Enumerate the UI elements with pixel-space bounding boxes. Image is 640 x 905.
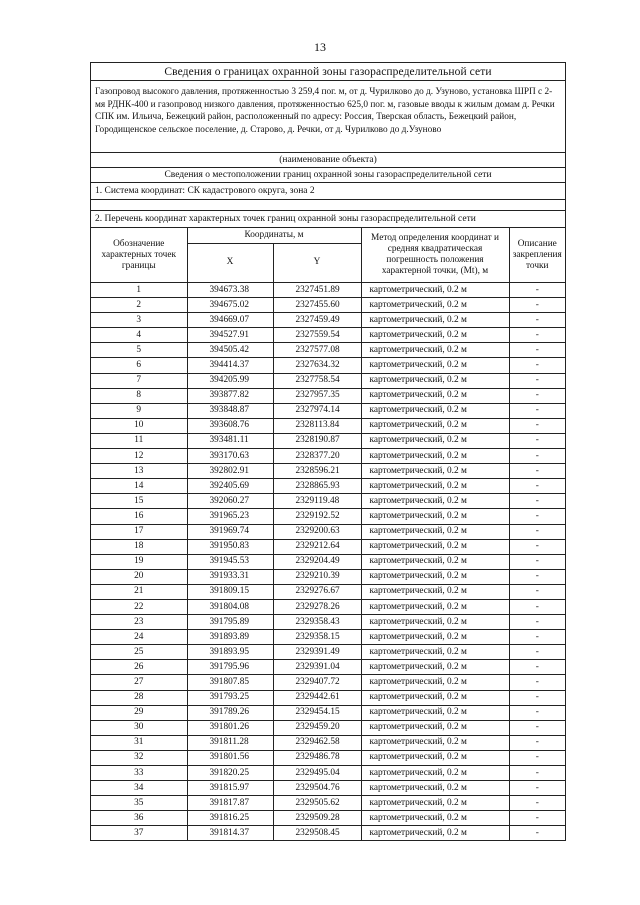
- method-cell: картометрический, 0.2 м: [361, 781, 509, 796]
- y-coordinate-cell: 2328377.20: [273, 449, 361, 464]
- header-method: Метод определения координат и средняя квадратическая погрешность положения характерной точки, (Mt), м: [361, 228, 509, 283]
- table-row: [91, 343, 565, 358]
- table-row: [91, 494, 565, 509]
- table-row: [91, 403, 565, 418]
- y-coordinate-cell: 2327451.89: [273, 283, 361, 298]
- table-row: [91, 720, 565, 735]
- fixing-cell: -: [509, 539, 565, 554]
- method-cell: картометрический, 0.2 м: [361, 433, 509, 448]
- y-coordinate-cell: 2329200.63: [273, 524, 361, 539]
- method-cell: картометрический, 0.2 м: [361, 343, 509, 358]
- table-row: [91, 283, 565, 298]
- x-coordinate-cell: 391965.23: [187, 509, 273, 524]
- point-number-cell: 13: [91, 464, 187, 479]
- fixing-cell: -: [509, 735, 565, 750]
- point-number-cell: 32: [91, 750, 187, 765]
- fixing-cell: -: [509, 781, 565, 796]
- y-coordinate-cell: 2329276.67: [273, 584, 361, 599]
- table-row: [91, 569, 565, 584]
- location-title: Сведения о местоположении границ охранной зоны газораспределительной сети: [91, 168, 565, 183]
- method-cell: картометрический, 0.2 м: [361, 388, 509, 403]
- y-coordinate-cell: 2329358.15: [273, 630, 361, 645]
- point-number-cell: 21: [91, 584, 187, 599]
- point-number-cell: 20: [91, 569, 187, 584]
- table-row: [91, 509, 565, 524]
- fixing-cell: -: [509, 509, 565, 524]
- header-x: X: [187, 243, 273, 282]
- y-coordinate-cell: 2329210.39: [273, 569, 361, 584]
- fixing-cell: -: [509, 494, 565, 509]
- point-number-cell: 25: [91, 645, 187, 660]
- fixing-cell: -: [509, 660, 565, 675]
- table-row: [91, 781, 565, 796]
- object-description: Газопровод высокого давления, протяженностью 3 259,4 пог. м, от д. Чурилково до д. Узуново, установка ШРП с 2-мя РДНК-400 и газопровод низкого давления, протяженностью 625,0 пог. м, газовые вводы к жилым домам д. Речки СПК им. Ильича, Бежецкий район, расположенный по адресу: Россия, Тверская область, Бежецкий район, Городищенское сельское поселение, д. Старово, д. Речки, от д. Чурилково до д.Узуново: [95, 87, 555, 135]
- table-row: [91, 464, 565, 479]
- fixing-cell: -: [509, 313, 565, 328]
- fixing-cell: -: [509, 343, 565, 358]
- table-row: [91, 630, 565, 645]
- point-number-cell: 33: [91, 766, 187, 781]
- method-cell: картометрический, 0.2 м: [361, 298, 509, 313]
- table-row: [91, 796, 565, 811]
- header-coordinates: Координаты, м: [187, 228, 361, 243]
- point-number-cell: 10: [91, 418, 187, 433]
- method-cell: картометрический, 0.2 м: [361, 509, 509, 524]
- table-row: [91, 766, 565, 781]
- x-coordinate-cell: 391795.89: [187, 615, 273, 630]
- method-cell: картометрический, 0.2 м: [361, 328, 509, 343]
- method-cell: картометрический, 0.2 м: [361, 464, 509, 479]
- x-coordinate-cell: 392060.27: [187, 494, 273, 509]
- y-coordinate-cell: 2329407.72: [273, 675, 361, 690]
- point-number-cell: 3: [91, 313, 187, 328]
- x-coordinate-cell: 391893.89: [187, 630, 273, 645]
- point-number-cell: 8: [91, 388, 187, 403]
- point-number-cell: 31: [91, 735, 187, 750]
- x-coordinate-cell: 391789.26: [187, 705, 273, 720]
- y-coordinate-cell: 2327559.54: [273, 328, 361, 343]
- point-number-cell: 11: [91, 433, 187, 448]
- table-row: [91, 539, 565, 554]
- table-row: [91, 675, 565, 690]
- point-number-cell: 4: [91, 328, 187, 343]
- fixing-cell: -: [509, 479, 565, 494]
- method-cell: картометрический, 0.2 м: [361, 645, 509, 660]
- table-row: [91, 750, 565, 765]
- point-number-cell: 6: [91, 358, 187, 373]
- x-coordinate-cell: 391801.26: [187, 720, 273, 735]
- table-row: [91, 705, 565, 720]
- method-cell: картометрический, 0.2 м: [361, 735, 509, 750]
- fixing-cell: -: [509, 403, 565, 418]
- y-coordinate-cell: 2329204.49: [273, 554, 361, 569]
- object-name-hint: (наименование объекта): [91, 152, 565, 167]
- x-coordinate-cell: 391950.83: [187, 539, 273, 554]
- fixing-cell: -: [509, 283, 565, 298]
- x-coordinate-cell: 391816.25: [187, 811, 273, 826]
- y-coordinate-cell: 2327577.08: [273, 343, 361, 358]
- zone-boundaries-sheet: [90, 62, 566, 841]
- point-number-cell: 36: [91, 811, 187, 826]
- x-coordinate-cell: 391804.08: [187, 599, 273, 614]
- fixing-cell: -: [509, 524, 565, 539]
- point-number-cell: 35: [91, 796, 187, 811]
- point-number-cell: 5: [91, 343, 187, 358]
- x-coordinate-cell: 391811.28: [187, 735, 273, 750]
- method-cell: картометрический, 0.2 м: [361, 615, 509, 630]
- point-number-cell: 29: [91, 705, 187, 720]
- point-number-cell: 19: [91, 554, 187, 569]
- y-coordinate-cell: 2328865.93: [273, 479, 361, 494]
- point-number-cell: 22: [91, 599, 187, 614]
- y-coordinate-cell: 2328113.84: [273, 418, 361, 433]
- fixing-cell: -: [509, 298, 565, 313]
- y-coordinate-cell: 2329504.76: [273, 781, 361, 796]
- table-row: [91, 418, 565, 433]
- y-coordinate-cell: 2328190.87: [273, 433, 361, 448]
- point-number-cell: 9: [91, 403, 187, 418]
- fixing-cell: -: [509, 358, 565, 373]
- y-coordinate-cell: 2329505.62: [273, 796, 361, 811]
- point-number-cell: 27: [91, 675, 187, 690]
- x-coordinate-cell: 391945.53: [187, 554, 273, 569]
- table-row: [91, 373, 565, 388]
- point-number-cell: 12: [91, 449, 187, 464]
- method-cell: картометрический, 0.2 м: [361, 494, 509, 509]
- y-coordinate-cell: 2329192.52: [273, 509, 361, 524]
- point-number-cell: 17: [91, 524, 187, 539]
- method-cell: картометрический, 0.2 м: [361, 750, 509, 765]
- method-cell: картометрический, 0.2 м: [361, 479, 509, 494]
- y-coordinate-cell: 2329459.20: [273, 720, 361, 735]
- method-cell: картометрический, 0.2 м: [361, 690, 509, 705]
- y-coordinate-cell: 2328596.21: [273, 464, 361, 479]
- method-cell: картометрический, 0.2 м: [361, 660, 509, 675]
- header-designation: Обозначение характерных точек границы: [91, 228, 187, 283]
- point-number-cell: 24: [91, 630, 187, 645]
- fixing-cell: -: [509, 569, 565, 584]
- point-number-cell: 7: [91, 373, 187, 388]
- y-coordinate-cell: 2327758.54: [273, 373, 361, 388]
- table-row: [91, 298, 565, 313]
- fixing-cell: -: [509, 388, 565, 403]
- table-row: [91, 660, 565, 675]
- table-row: [91, 554, 565, 569]
- table-row: [91, 328, 565, 343]
- method-cell: картометрический, 0.2 м: [361, 283, 509, 298]
- table-body: [91, 283, 565, 841]
- method-cell: картометрический, 0.2 м: [361, 449, 509, 464]
- point-number-cell: 34: [91, 781, 187, 796]
- x-coordinate-cell: 394414.37: [187, 358, 273, 373]
- y-coordinate-cell: 2329278.26: [273, 599, 361, 614]
- fixing-cell: -: [509, 826, 565, 841]
- fixing-cell: -: [509, 599, 565, 614]
- fixing-cell: -: [509, 750, 565, 765]
- fixing-cell: -: [509, 766, 565, 781]
- point-number-cell: 15: [91, 494, 187, 509]
- table-row: [91, 690, 565, 705]
- point-number-cell: 14: [91, 479, 187, 494]
- table-row: [91, 524, 565, 539]
- point-number-cell: 2: [91, 298, 187, 313]
- fixing-cell: -: [509, 690, 565, 705]
- table-row: [91, 479, 565, 494]
- method-cell: картометрический, 0.2 м: [361, 418, 509, 433]
- point-number-cell: 37: [91, 826, 187, 841]
- x-coordinate-cell: 392802.91: [187, 464, 273, 479]
- fixing-cell: -: [509, 418, 565, 433]
- fixing-cell: -: [509, 449, 565, 464]
- method-cell: картометрический, 0.2 м: [361, 539, 509, 554]
- y-coordinate-cell: 2329495.04: [273, 766, 361, 781]
- table-row: [91, 645, 565, 660]
- x-coordinate-cell: 391817.87: [187, 796, 273, 811]
- fixing-cell: -: [509, 720, 565, 735]
- x-coordinate-cell: 392405.69: [187, 479, 273, 494]
- x-coordinate-cell: 394673.38: [187, 283, 273, 298]
- x-coordinate-cell: 393608.76: [187, 418, 273, 433]
- x-coordinate-cell: 394675.02: [187, 298, 273, 313]
- object-block: [91, 81, 565, 168]
- fixing-cell: -: [509, 433, 565, 448]
- spacer-row: [91, 200, 565, 211]
- y-coordinate-cell: 2327459.49: [273, 313, 361, 328]
- y-coordinate-cell: 2327455.60: [273, 298, 361, 313]
- fixing-cell: -: [509, 630, 565, 645]
- table-row: [91, 584, 565, 599]
- table-row: [91, 599, 565, 614]
- fixing-cell: -: [509, 464, 565, 479]
- x-coordinate-cell: 391969.74: [187, 524, 273, 539]
- x-coordinate-cell: 391893.95: [187, 645, 273, 660]
- x-coordinate-cell: 393848.87: [187, 403, 273, 418]
- x-coordinate-cell: 391809.15: [187, 584, 273, 599]
- fixing-cell: -: [509, 554, 565, 569]
- x-coordinate-cell: 393481.11: [187, 433, 273, 448]
- method-cell: картометрический, 0.2 м: [361, 584, 509, 599]
- x-coordinate-cell: 391933.31: [187, 569, 273, 584]
- table-row: [91, 449, 565, 464]
- method-cell: картометрический, 0.2 м: [361, 826, 509, 841]
- fixing-cell: -: [509, 328, 565, 343]
- method-cell: картометрический, 0.2 м: [361, 358, 509, 373]
- y-coordinate-cell: 2329509.28: [273, 811, 361, 826]
- method-cell: картометрический, 0.2 м: [361, 313, 509, 328]
- y-coordinate-cell: 2329358.43: [273, 615, 361, 630]
- method-cell: картометрический, 0.2 м: [361, 675, 509, 690]
- method-cell: картометрический, 0.2 м: [361, 811, 509, 826]
- x-coordinate-cell: 391820.25: [187, 766, 273, 781]
- x-coordinate-cell: 394505.42: [187, 343, 273, 358]
- table-row: [91, 811, 565, 826]
- table-row: [91, 313, 565, 328]
- y-coordinate-cell: 2329454.15: [273, 705, 361, 720]
- point-number-cell: 23: [91, 615, 187, 630]
- point-number-cell: 30: [91, 720, 187, 735]
- fixing-cell: -: [509, 675, 565, 690]
- fixing-cell: -: [509, 615, 565, 630]
- method-cell: картометрический, 0.2 м: [361, 766, 509, 781]
- coordinate-system: 1. Система координат: СК кадастрового округа, зона 2: [91, 183, 565, 200]
- x-coordinate-cell: 391793.25: [187, 690, 273, 705]
- point-number-cell: 1: [91, 283, 187, 298]
- coordinates-table: [91, 228, 565, 840]
- method-cell: картометрический, 0.2 м: [361, 599, 509, 614]
- spacer: [91, 140, 565, 152]
- y-coordinate-cell: 2327974.14: [273, 403, 361, 418]
- document-title: Сведения о границах охранной зоны газораспределительной сети: [91, 63, 565, 81]
- fixing-cell: -: [509, 705, 565, 720]
- point-number-cell: 28: [91, 690, 187, 705]
- x-coordinate-cell: 394527.91: [187, 328, 273, 343]
- table-row: [91, 388, 565, 403]
- points-list-title: 2. Перечень координат характерных точек границ охранной зоны газораспределительной сети: [91, 211, 565, 228]
- point-number-cell: 26: [91, 660, 187, 675]
- y-coordinate-cell: 2329486.78: [273, 750, 361, 765]
- y-coordinate-cell: 2329391.04: [273, 660, 361, 675]
- y-coordinate-cell: 2329462.58: [273, 735, 361, 750]
- fixing-cell: -: [509, 811, 565, 826]
- table-row: [91, 735, 565, 750]
- header-fixing: Описание закрепления точки: [509, 228, 565, 283]
- header-y: Y: [273, 243, 361, 282]
- y-coordinate-cell: 2329442.61: [273, 690, 361, 705]
- y-coordinate-cell: 2327957.35: [273, 388, 361, 403]
- method-cell: картометрический, 0.2 м: [361, 796, 509, 811]
- method-cell: картометрический, 0.2 м: [361, 524, 509, 539]
- point-number-cell: 16: [91, 509, 187, 524]
- y-coordinate-cell: 2329212.64: [273, 539, 361, 554]
- method-cell: картометрический, 0.2 м: [361, 569, 509, 584]
- x-coordinate-cell: 391807.85: [187, 675, 273, 690]
- fixing-cell: -: [509, 584, 565, 599]
- y-coordinate-cell: 2329508.45: [273, 826, 361, 841]
- x-coordinate-cell: 391795.96: [187, 660, 273, 675]
- method-cell: картометрический, 0.2 м: [361, 705, 509, 720]
- fixing-cell: -: [509, 796, 565, 811]
- table-row: [91, 615, 565, 630]
- y-coordinate-cell: 2327634.32: [273, 358, 361, 373]
- x-coordinate-cell: 394669.07: [187, 313, 273, 328]
- x-coordinate-cell: 394205.99: [187, 373, 273, 388]
- table-row: [91, 826, 565, 841]
- method-cell: картометрический, 0.2 м: [361, 630, 509, 645]
- table-row: [91, 433, 565, 448]
- page-number: 13: [314, 40, 326, 54]
- point-number-cell: 18: [91, 539, 187, 554]
- x-coordinate-cell: 391801.56: [187, 750, 273, 765]
- fixing-cell: -: [509, 645, 565, 660]
- method-cell: картометрический, 0.2 м: [361, 373, 509, 388]
- x-coordinate-cell: 393877.82: [187, 388, 273, 403]
- method-cell: картометрический, 0.2 м: [361, 554, 509, 569]
- y-coordinate-cell: 2329119.48: [273, 494, 361, 509]
- y-coordinate-cell: 2329391.49: [273, 645, 361, 660]
- table-row: [91, 358, 565, 373]
- method-cell: картометрический, 0.2 м: [361, 720, 509, 735]
- x-coordinate-cell: 391814.37: [187, 826, 273, 841]
- x-coordinate-cell: 393170.63: [187, 449, 273, 464]
- fixing-cell: -: [509, 373, 565, 388]
- x-coordinate-cell: 391815.97: [187, 781, 273, 796]
- method-cell: картометрический, 0.2 м: [361, 403, 509, 418]
